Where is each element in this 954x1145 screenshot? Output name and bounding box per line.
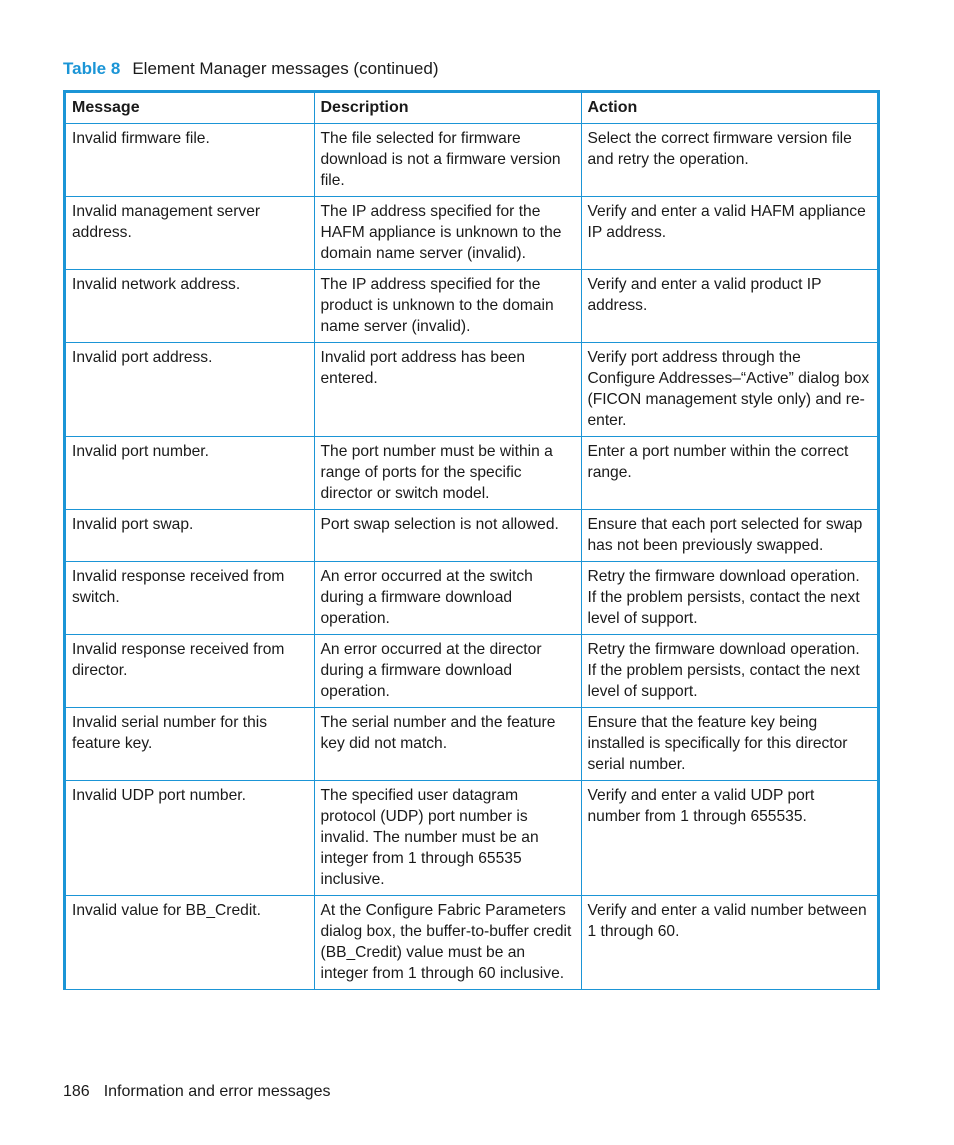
description-cell: Invalid port address has been entered.: [314, 343, 581, 437]
table-row: [66, 343, 877, 437]
description-cell: At the Configure Fabric Parameters dialog box, the buffer-to-buffer credit (BB_Credit) value must be an integer from 1 through 60 inclusive.: [314, 896, 581, 990]
description-cell: The IP address specified for the product is unknown to the domain name server (invalid).: [314, 270, 581, 343]
message-cell: Invalid management server address.: [66, 197, 314, 270]
action-cell: Verify and enter a valid number between 1 through 60.: [581, 896, 877, 990]
description-cell: The IP address specified for the HAFM appliance is unknown to the domain name server (invalid).: [314, 197, 581, 270]
action-cell: Retry the firmware download operation. If the problem persists, contact the next level of support.: [581, 635, 877, 708]
action-cell: Retry the firmware download operation. If the problem persists, contact the next level of support.: [581, 562, 877, 635]
action-cell: Verify and enter a valid UDP port number from 1 through 655535.: [581, 781, 877, 896]
message-cell: Invalid serial number for this feature key.: [66, 708, 314, 781]
message-cell: Invalid value for BB_Credit.: [66, 896, 314, 990]
table-row: [66, 781, 877, 896]
description-cell: The serial number and the feature key did not match.: [314, 708, 581, 781]
message-cell: Invalid UDP port number.: [66, 781, 314, 896]
message-cell: Invalid port number.: [66, 437, 314, 510]
table-row: [66, 437, 877, 510]
table-header-row: [66, 93, 877, 124]
header-message: Message: [66, 93, 314, 124]
action-cell: Verify and enter a valid product IP address.: [581, 270, 877, 343]
description-cell: An error occurred at the director during a firmware download operation.: [314, 635, 581, 708]
table-row: [66, 708, 877, 781]
message-cell: Invalid port address.: [66, 343, 314, 437]
table-row: [66, 635, 877, 708]
description-cell: An error occurred at the switch during a firmware download operation.: [314, 562, 581, 635]
table-row: [66, 510, 877, 562]
table-row: [66, 562, 877, 635]
messages-table-container: [63, 90, 880, 990]
description-cell: The specified user datagram protocol (UDP) port number is invalid. The number must be an integer from 1 through 65535 inclusive.: [314, 781, 581, 896]
action-cell: Ensure that the feature key being installed is specifically for this director serial number.: [581, 708, 877, 781]
table-row: [66, 197, 877, 270]
messages-table: [66, 93, 877, 990]
table-caption: [63, 58, 439, 80]
footer-section-title: Information and error messages: [103, 1083, 331, 1100]
page-number: 186: [63, 1083, 90, 1100]
message-cell: Invalid firmware file.: [66, 124, 314, 197]
action-cell: Ensure that each port selected for swap has not been previously swapped.: [581, 510, 877, 562]
table-row: [66, 896, 877, 990]
table-title: Element Manager messages (continued): [132, 59, 439, 78]
description-cell: The port number must be within a range of ports for the specific director or switch model.: [314, 437, 581, 510]
table-label: Table 8: [63, 59, 121, 78]
header-action: Action: [581, 93, 877, 124]
message-cell: Invalid network address.: [66, 270, 314, 343]
action-cell: Verify and enter a valid HAFM appliance IP address.: [581, 197, 877, 270]
table-row: [66, 270, 877, 343]
table-row: [66, 124, 877, 197]
message-cell: Invalid port swap.: [66, 510, 314, 562]
action-cell: Verify port address through the Configure Addresses–“Active” dialog box (FICON management style only) and re-enter.: [581, 343, 877, 437]
action-cell: Enter a port number within the correct range.: [581, 437, 877, 510]
header-description: Description: [314, 93, 581, 124]
message-cell: Invalid response received from director.: [66, 635, 314, 708]
description-cell: The file selected for firmware download is not a firmware version file.: [314, 124, 581, 197]
page-footer: [63, 1082, 330, 1102]
message-cell: Invalid response received from switch.: [66, 562, 314, 635]
description-cell: Port swap selection is not allowed.: [314, 510, 581, 562]
action-cell: Select the correct firmware version file and retry the operation.: [581, 124, 877, 197]
